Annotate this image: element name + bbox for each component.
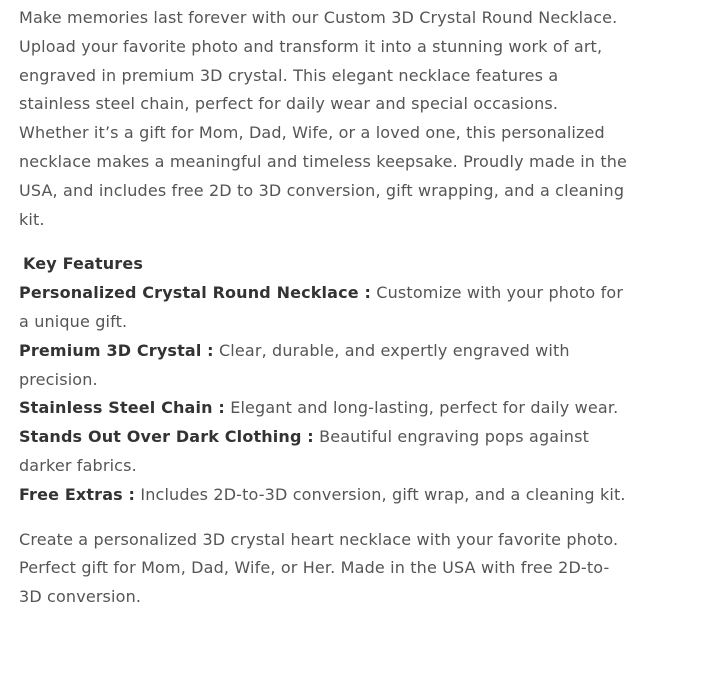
feature-item-chain [19,394,629,423]
closing-paragraph: Create a personalized 3D crystal heart necklace with your favorite photo. Perfect gift for Mom, Dad, Wife, or Her. Made in the USA with free 2D-to-3D conversion. [19,529,619,607]
feature-text: Includes 2D-to-3D conversion, gift wrap, and a cleaning kit. [140,484,626,504]
feature-item-personalized [19,279,629,337]
intro-paragraph: Make memories last forever with our Custom 3D Crystal Round Necklace. Upload your favorite photo and transform it into a stunning work of art, engraved in premium 3D crystal. This elegant necklace features a stainless steel chain, perfect for daily wear and special occasions. Whether it’s a gift for Mom, Dad, Wife, or a loved one, this personalized necklace makes a meaningful and timeless keepsake. Proudly made in the USA, and includes free 2D to 3D conversion, gift wrapping, and a cleaning kit. [19,8,628,229]
key-features-heading: Key Features [23,254,144,274]
feature-term: Stands Out Over Dark Clothing : [19,427,314,447]
product-description [19,4,629,612]
feature-item-dark-clothing [19,423,629,481]
feature-text: Elegant and long-lasting, perfect for daily wear. [230,398,619,418]
feature-term: Stainless Steel Chain : [19,398,225,418]
features-list [19,279,629,509]
feature-term: Personalized Crystal Round Necklace : [19,283,372,303]
feature-text: Clear, durable, and expertly engraved with precision. [19,340,570,389]
feature-text: Beautiful engraving pops against darker fabrics. [19,427,590,475]
feature-item-free-extras [19,481,629,510]
feature-term: Free Extras : [19,484,136,504]
feature-item-crystal [19,337,629,395]
feature-term: Premium 3D Crystal : [19,340,214,360]
feature-text: Customize with your photo for a unique gift. [19,283,624,331]
